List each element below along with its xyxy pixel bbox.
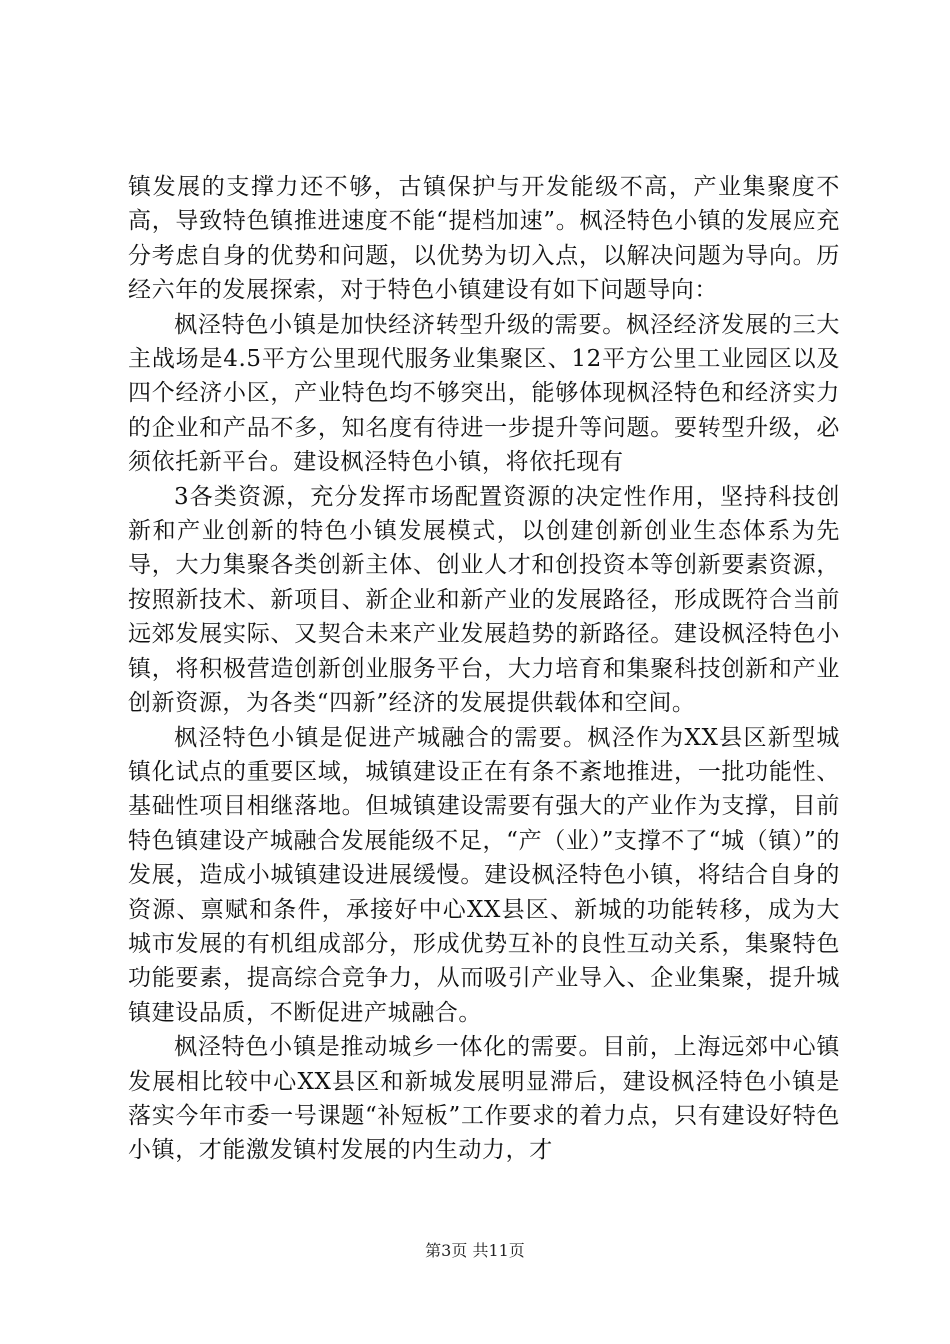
paragraph-5: 枫泾特色小镇是推动城乡一体化的需要。目前，上海远郊中心镇发展相比较中心XX县区和新城发展明显滞后，建设枫泾特色小镇是落实今年市委一号课题“补短板”工作要求的着力点，只有建设好特色小镇，才能激发镇村发展的内生动力，才 (128, 1034, 840, 1164)
page-number-label: 第3页 共11页 (425, 1241, 525, 1260)
paragraph-1: 镇发展的支撑力还不够，古镇保护与开发能级不高，产业集聚度不高，导致特色镇推进速度不能“提档加速”。枫泾特色小镇的发展应充分考虑自身的优势和问题，以优势为切入点，以解决问题为导向。历经六年的发展探索，对于特色小镇建设有如下问题导向： (128, 174, 840, 304)
page-footer (0, 1241, 950, 1261)
paragraph-3: 3各类资源，充分发挥市场配置资源的决定性作用，坚持科技创新和产业创新的特色小镇发展模式，以创建创新创业生态体系为先导，大力集聚各类创新主体、创业人才和创投资本等创新要素资源，按照新技术、新项目、新企业和新产业的发展路径，形成既符合当前远郊发展实际、又契合未来产业发展趋势的新路径。建设枫泾特色小镇，将积极营造创新创业服务平台，大力培育和集聚科技创新和产业创新资源，为各类“四新”经济的发展提供载体和空间。 (128, 483, 840, 717)
paragraph-2: 枫泾特色小镇是加快经济转型升级的需要。枫泾经济发展的三大主战场是4.5平方公里现代服务业集聚区、12平方公里工业园区以及四个经济小区，产业特色均不够突出，能够体现枫泾特色和经济实力的企业和产品不多，知名度有待进一步提升等问题。要转型升级，必须依托新平台。建设枫泾特色小镇，将依托现有 (128, 311, 840, 476)
paragraph-4: 枫泾特色小镇是促进产城融合的需要。枫泾作为XX县区新型城镇化试点的重要区域，城镇建设正在有条不紊地推进，一批功能性、基础性项目相继落地。但城镇建设需要有强大的产业作为支撑，目前特色镇建设产城融合发展能级不足，“产（业）”支撑不了“城（镇）”的发展，造成小城镇建设进展缓慢。建设枫泾特色小镇，将结合自身的资源、禀赋和条件，承接好中心XX县区、新城的功能转移，成为大城市发展的有机组成部分，形成优势互补的良性互动关系，集聚特色功能要素，提高综合竞争力，从而吸引产业导入、企业集聚，提升城镇建设品质，不断促进产城融合。 (128, 724, 840, 1026)
document-body (128, 170, 840, 1168)
